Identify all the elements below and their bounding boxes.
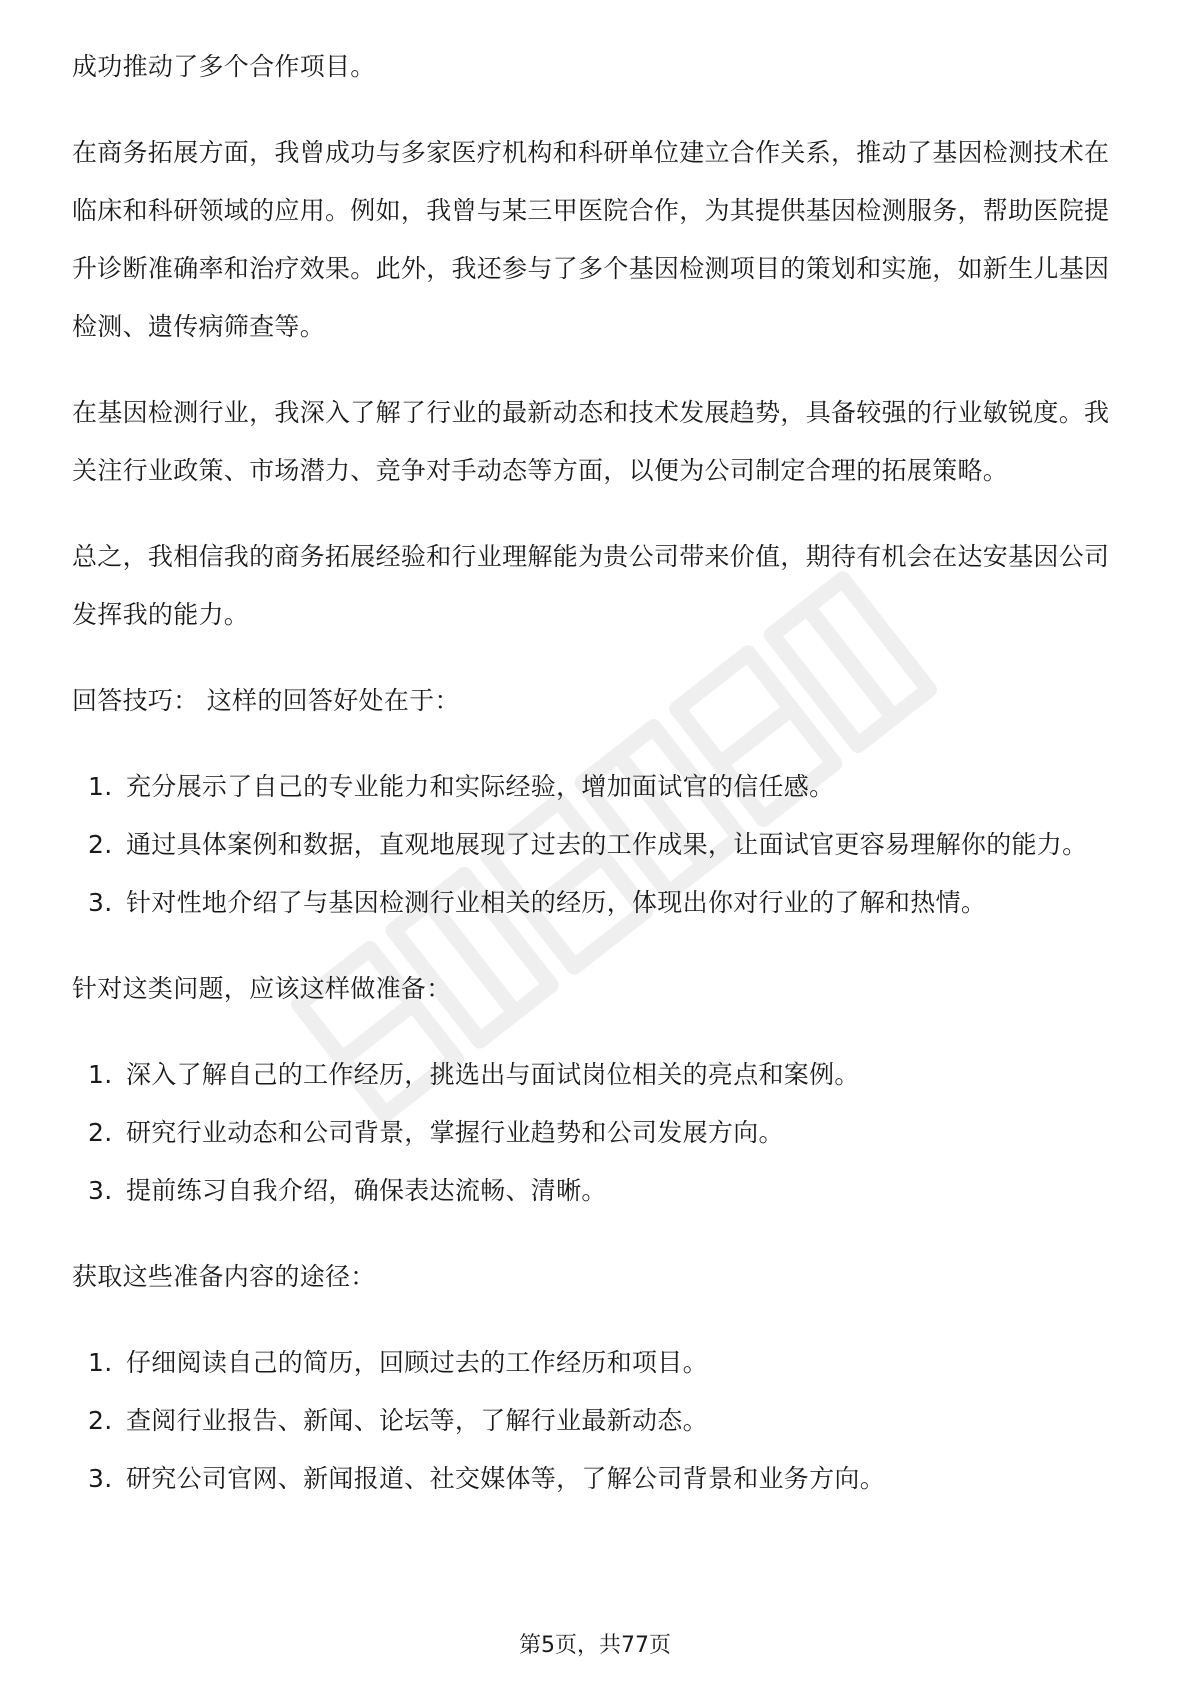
- list-item: [72, 1450, 1122, 1508]
- list-text: 研究行业动态和公司背景，掌握行业趋势和公司发展方向。: [126, 1118, 784, 1147]
- prep-list: [72, 1046, 1122, 1220]
- list-text: 充分展示了自己的专业能力和实际经验，增加面试官的信任感。: [126, 772, 835, 801]
- list-item: [72, 1104, 1122, 1162]
- list-text: 深入了解自己的工作经历，挑选出与面试岗位相关的亮点和案例。: [126, 1060, 860, 1089]
- list-number: 3.: [88, 1464, 113, 1493]
- paragraph-intro: 成功推动了多个合作项目。: [72, 52, 376, 81]
- list-number: 1.: [88, 1348, 113, 1377]
- list-text: 针对性地介绍了与基因检测行业相关的经历，体现出你对行业的了解和热情。: [126, 888, 987, 917]
- paragraph-summary: 总之，我相信我的商务拓展经验和行业理解能为贵公司带来价值，期待有机会在达安基因公司发挥我的能力。: [72, 542, 1110, 629]
- list-number: 1.: [88, 1060, 113, 1089]
- prep-heading: 针对这类问题，应该这样做准备：: [72, 974, 452, 1003]
- list-number: 2.: [88, 830, 113, 859]
- list-text: 仔细阅读自己的简历，回顾过去的工作经历和项目。: [126, 1348, 708, 1377]
- paragraph-business: 在商务拓展方面，我曾成功与多家医疗机构和科研单位建立合作关系，推动了基因检测技术在临床和科研领域的应用。例如，我曾与某三甲医院合作，为其提供基因检测服务，帮助医院提升诊断准确率和治疗效果。此外，我还参与了多个基因检测项目的策划和实施，如新生儿基因检测、遗传病筛查等。: [72, 138, 1110, 341]
- list-text: 通过具体案例和数据，直观地展现了过去的工作成果，让面试官更容易理解你的能力。: [126, 830, 1088, 859]
- list-number: 2.: [88, 1118, 113, 1147]
- list-item: [72, 758, 1122, 816]
- paragraph-industry: 在基因检测行业，我深入了解了行业的最新动态和技术发展趋势，具备较强的行业敏锐度。我关注行业政策、市场潜力、竞争对手动态等方面，以便为公司制定合理的拓展策略。: [72, 398, 1110, 485]
- list-item: [72, 1392, 1122, 1450]
- list-item: [72, 874, 1122, 932]
- tips-heading: 回答技巧： 这样的回答好处在于：: [72, 686, 460, 715]
- list-number: 3.: [88, 1176, 113, 1205]
- list-item: [72, 1046, 1122, 1104]
- list-item: [72, 1162, 1122, 1220]
- list-text: 查阅行业报告、新闻、论坛等，了解行业最新动态。: [126, 1406, 708, 1435]
- tips-list: [72, 758, 1122, 932]
- document-page: [72, 38, 1122, 1508]
- list-text: 提前练习自我介绍，确保表达流畅、清晰。: [126, 1176, 607, 1205]
- sources-heading: 获取这些准备内容的途径：: [72, 1262, 376, 1291]
- list-item: [72, 1334, 1122, 1392]
- list-number: 1.: [88, 772, 113, 801]
- list-number: 2.: [88, 1406, 113, 1435]
- sources-list: [72, 1334, 1122, 1508]
- list-item: [72, 816, 1122, 874]
- page-number-footer: 第5页，共77页: [519, 1633, 671, 1658]
- list-text: 研究公司官网、新闻报道、社交媒体等，了解公司背景和业务方向。: [126, 1464, 886, 1493]
- list-number: 3.: [88, 888, 113, 917]
